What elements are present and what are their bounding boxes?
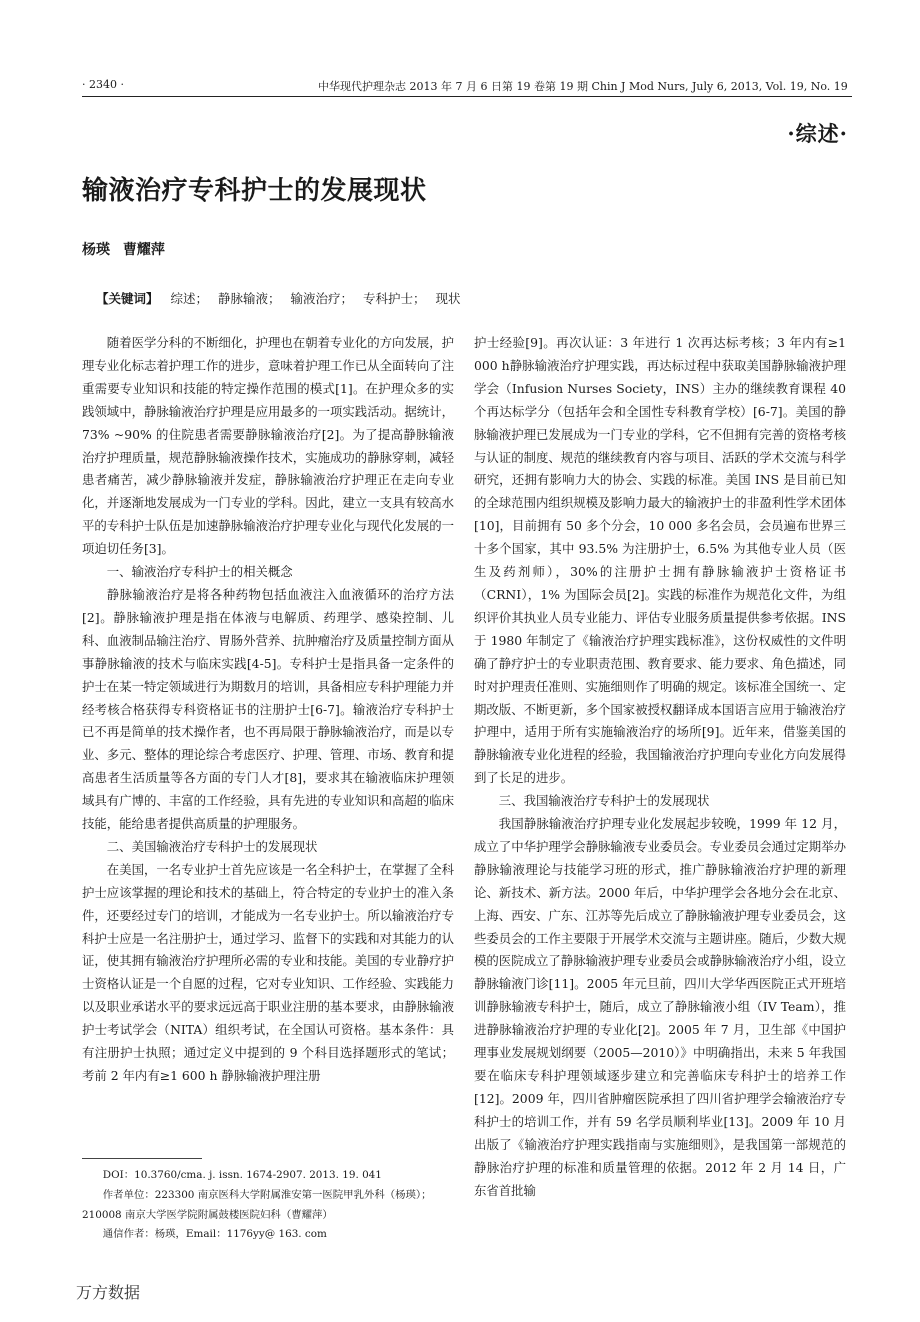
keyword-item: 静脉输液； (218, 291, 281, 306)
running-head: 中华现代护理杂志 2013 年 7 月 6 日第 19 卷第 19 期 Chin J Mod Nurs, July 6, 2013, Vol. 19, No. 19 (318, 80, 848, 93)
body-paragraph: 随着医学分科的不断细化，护理也在朝着专业化的方向发展，护理专业化标志着护理工作的进步，意味着护理工作已从全面转向了注重需要专业知识和技能的特定操作范围的模式[1]。在护理众多的实践领域中，静脉输液治疗护理是应用最多的一项实践活动。据统计，73% ~90% 的住院患者需要静脉输液治疗[2]。为了提高静脉输液治疗护理质量，规范静脉输液操作技术，实施成功的静脉穿刺，减轻患者痛苦，减少静脉输液并发症，静脉输液治疗护理正在走向专业化，并逐渐地发展成为一门专业的学科。因此，建立一支具有较高水平的专科护士队伍是加速静脉输液治疗护理专业化与现代化发展的一项迫切任务[3]。 (82, 335, 454, 557)
keyword-item: 现状 (435, 291, 461, 306)
section-heading: 三、我国输液治疗专科护士的发展现状 (498, 793, 710, 809)
section-heading: 二、美国输液治疗专科护士的发展现状 (106, 838, 318, 854)
keywords (96, 289, 467, 307)
section-heading: 一、输液治疗专科护士的相关概念 (106, 564, 293, 580)
keyword-item: 专科护士； (363, 291, 426, 306)
section-label: ·综述· (787, 121, 848, 146)
correspondence: 通信作者：杨瑛，Email：1176yy@ 163. com (102, 1228, 327, 1241)
author-affiliation: 作者单位：223300 南京医科大学附属淮安第一医院甲乳外科（杨瑛）；210008 南京大学医学院附属鼓楼医院妇科（曹耀萍） (82, 1188, 432, 1221)
watermark: 万方数据 (76, 1283, 141, 1302)
keyword-item: 输液治疗； (290, 291, 354, 306)
body-column-left (82, 332, 454, 1088)
body-column-right (474, 332, 846, 1202)
body-paragraph: 在美国，一名专业护士首先应该是一名全科护士，在掌握了全科护士应该掌握的理论和技术的基础上，符合特定的专业护士的准入条件，还要经过专门的培训，才能成为一名专业护士。所以输液治疗专科护士应是一名注册护士，通过学习、监督下的实践和对其能力的认证，使其拥有输液治疗护理所必需的专业和技能。美国的专业静疗护士资格认证是一个自愿的过程，它对专业知识、工作经验、实践能力以及职业承诺水平的要求远远高于职业注册的基本要求，由静脉输液护士考试学会（NITA）组织考试，在全国认可资格。基本条件：具有注册护士执照；通过定义中提到的 9 个科目选择题形式的笔试；考前 2 年内有≥1 600 h 静脉输液护理注册 (82, 861, 454, 1083)
keyword-item: 综述； (170, 291, 209, 306)
page-number: · 2340 · (82, 78, 124, 91)
footnote-rule (82, 1158, 202, 1159)
keywords-label: 【关键词】 (96, 291, 159, 306)
body-paragraph: 我国静脉输液治疗护理专业化发展起步较晚，1999 年 12 月，成立了中华护理学会静脉输液专业委员会。专业委员会通过定期举办静脉输液理论与技能学习班的形式，推广静脉输液治疗护理的新理论、新技术、新方法。2000 年后，中华护理学会各地分会在北京、上海、西安、广东、江苏等先后成立了静脉输液护理专业委员会，这些委员会的工作主要限于开展学术交流与主题讲座。随后，少数大规模的医院成立了静脉输液护理专业委员会或静脉输液治疗小组，设立静脉输液门诊[11]。2005 年元旦前，四川大学华西医院正式开班培训静脉输液专科护士，随后，成立了静脉输液小组（IV Team），推进静脉输液治疗护理的专业化[2]。2005 年 7 月，卫生部《中国护理事业发展规划纲要（2005—2010）》中明确指出，未来 5 年我国要在临床专科护理领域逐步建立和完善临床专科护士的培养工作[12]。2009 年，四川省肿瘤医院承担了四川省护理学会输液治疗专科护士的培训工作，并有 59 名学员顺利毕业[13]。2009 年 10 月出版了《输液治疗护理实践指南与实施细则》，是我国第一部规范的静脉治疗护理的标准和质量管理的依据。2012 年 2 月 14 日，广东省首批输 (474, 816, 846, 1198)
article-title: 输液治疗专科护士的发展现状 (82, 176, 427, 206)
body-paragraph: 护士经验[9]。再次认证：3 年进行 1 次再达标考核；3 年内有≥1 000 h静脉输液治疗护理实践，再达标过程中获取美国静脉输液护理学会（Infusion Nurses Society，INS）主办的继续教育课程 40 个再达标学分（包括年会和全国性专科教育学校）[6-7]。美国的静脉输液护理已发展成为一门专业的学科，它不但拥有完善的资格考核与认证的制度、规范的继续教育内容与项目、活跃的学术交流与科学研究，还拥有影响力大的协会、实践的标准。美国 INS 是目前已知的全球范围内组织规模及影响力最大的输液护士的非盈利性学术团体[10]，目前拥有 50 多个分会，10 000 多名会员，会员遍布世界三十多个国家，其中 93.5% 为注册护士，6.5% 为其他专业人员（医生及药剂师），30%的注册护士拥有静脉输液护士资格证书（CRNI），1% 为国际会员[2]。实践的标准作为规范化文件，为组织评价其执业人员专业能力、评估专业服务质量提供参考依据。INS 于 1980 年制定了《输液治疗护理实践标准》，这份权威性的文件明确了静疗护士的专业职责范围、教育要求、能力要求、角色描述，同时对护理责任准则、实施细则作了明确的规定。该标准全国统一、定期改版、不断更新，多个国家被授权翻译成本国语言应用于输液治疗护理中，适用于所有实施输液治疗的场所[9]。近年来，借鉴美国的静脉输液专业化进程的经验，我国输液治疗护理向专业化方向发展得到了长足的进步。 (474, 335, 846, 786)
authors: 杨瑛 曹耀萍 (82, 242, 165, 258)
doi: DOI：10.3760/cma. j. issn. 1674-2907. 2013. 19. 041 (102, 1169, 382, 1181)
body-paragraph: 静脉输液治疗是将各种药物包括血液注入血液循环的治疗方法[2]。静脉输液护理是指在体液与电解质、药理学、感染控制、儿科、血液制品输注治疗、胃肠外营养、抗肿瘤治疗及质量控制方面从事静脉输液的技术与临床实践[4-5]。专科护士是指具备一定条件的护士在某一特定领域进行为期数月的培训，具备相应专科护理能力并经考核合格获得专科资格证书的注册护士[6-7]。输液治疗专科护士已不再是简单的技术操作者，也不再局限于静脉输液治疗，而是以专业、多元、整体的理论综合考虑医疗、护理、管理、市场、教育和提高患者生活质量等各方面的专门人才[8]，要求其在输液临床护理领域具有广博的、丰富的工作经验，具有先进的专业知识和高超的临床技能，能给患者提供高质量的护理服务。 (82, 586, 454, 832)
footnotes (82, 1166, 454, 1245)
header-rule (82, 96, 852, 97)
